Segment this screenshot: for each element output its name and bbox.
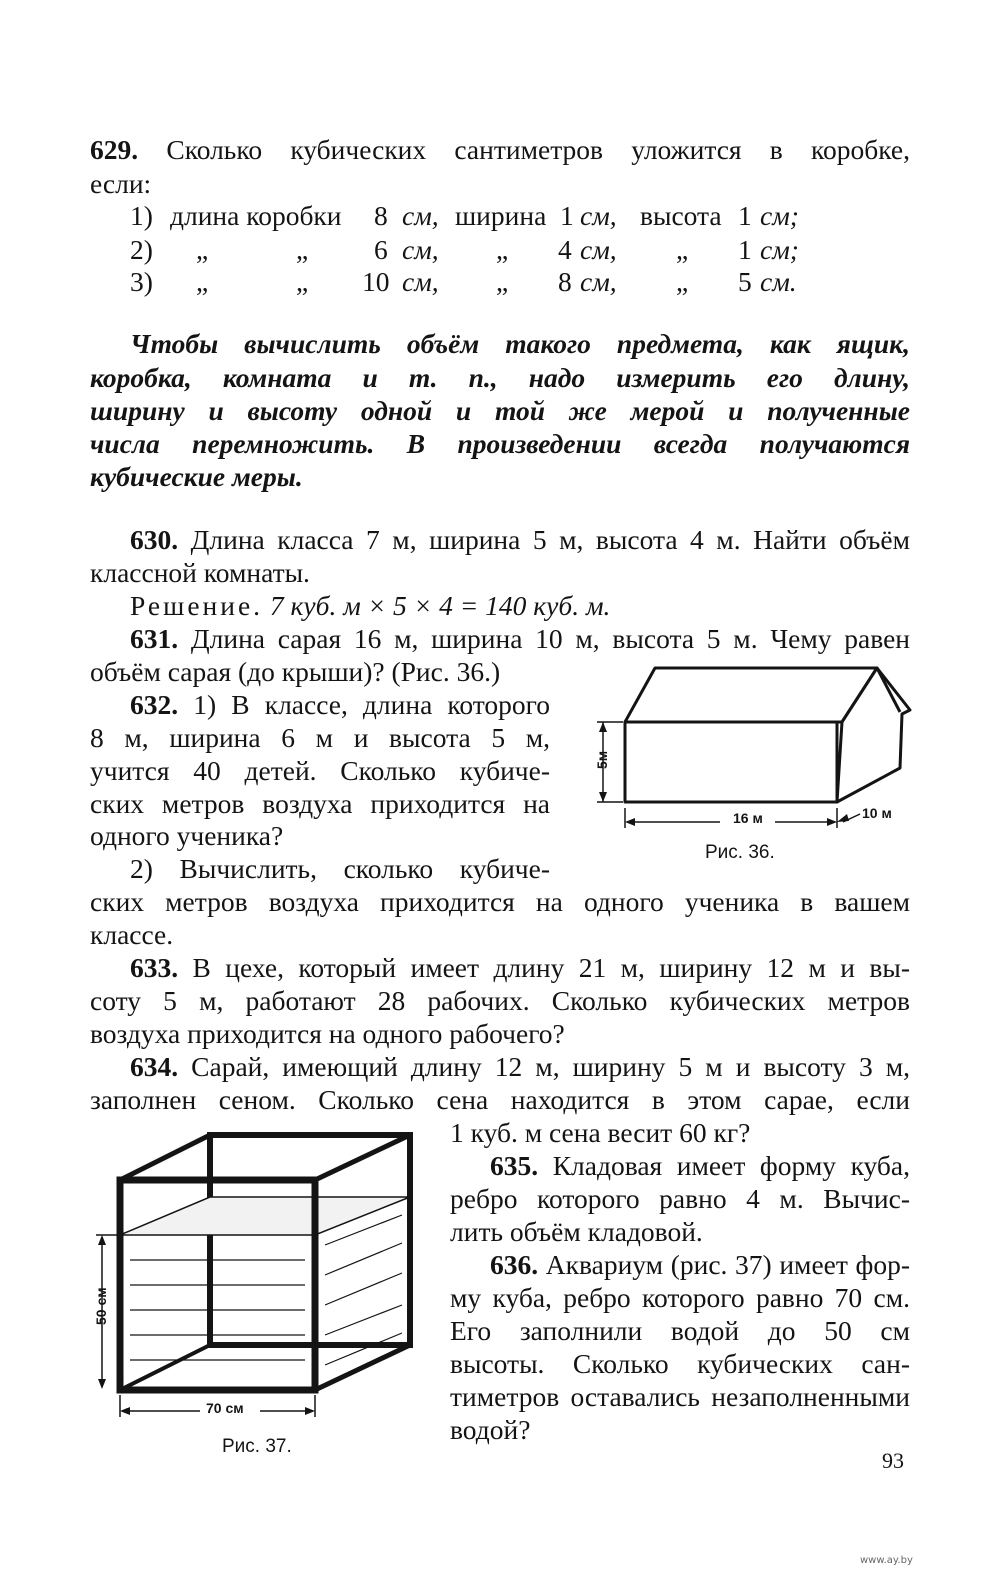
row-1-width: 1 <box>560 200 574 231</box>
problem-631-line-2: объём сарая (до крыши)? (Рис. 36.) <box>90 656 501 687</box>
problem-number: 636. <box>490 1249 539 1280</box>
problem-text: 1) В классе, длина которого <box>193 689 550 720</box>
problem-634-line: заполнен сеном. Сколько сена находится в этом сарае, если <box>90 1084 910 1115</box>
row-1-height-unit: см; <box>760 200 799 231</box>
row-3-length-unit: см, <box>402 266 439 297</box>
problem-635-line-1 <box>490 1150 910 1182</box>
watermark: www.ay.by <box>860 1555 913 1566</box>
problem-number: 630. <box>130 524 179 555</box>
problem-632-line: классе. <box>90 919 174 950</box>
fig36-caption: Рис. 36. <box>705 842 775 863</box>
problem-text: Кладовая имеет форму куба, <box>552 1150 911 1181</box>
fig36-length-label: 16 м <box>733 810 763 826</box>
fig36-height-label: 5м <box>594 750 610 769</box>
row-2-length: 6 <box>374 234 388 265</box>
row-1-width-label: ширина <box>455 200 547 231</box>
problem-636-line: водой? <box>450 1414 531 1445</box>
row-1-height: 1 <box>738 200 752 231</box>
problem-number: 633. <box>130 952 179 983</box>
row-3-height-unit: см. <box>760 266 797 297</box>
problem-text: Длина класса 7 м, ширина 5 м, высота 4 м. Найти объём <box>190 524 910 555</box>
row-3-height: 5 <box>738 266 752 297</box>
rule-line: коробка, комната и т. п., надо измерить его длину, <box>90 362 910 393</box>
row-3-length: 10 <box>362 266 390 297</box>
problem-636-line: тиметров оставались незаполненными <box>450 1381 910 1412</box>
row-1-label: длина коробки <box>170 200 342 231</box>
solution-label: Решение. <box>130 590 264 621</box>
row-2-ditto-2: „ <box>296 234 309 265</box>
problem-633-line: воздуха приходится на одного рабочего? <box>90 1018 565 1049</box>
rule-line: числа перемножить. В произведении всегда получаются <box>90 428 910 459</box>
problem-number: 631. <box>130 623 179 654</box>
problem-632-line: ских метров воздуха приходится на одного ученика в вашем <box>90 886 910 917</box>
problem-number: 629. <box>90 134 139 165</box>
row-1-height-label: высота <box>640 200 722 231</box>
row-1-length-unit: см, <box>402 200 439 231</box>
row-3-ditto-3: „ <box>496 266 509 297</box>
rule-line: кубические меры. <box>90 461 303 492</box>
problem-text: Сарай, имеющий длину 12 м, ширину 5 м и высоту 3 м, <box>191 1051 911 1082</box>
fig36-width-label: 10 м <box>862 805 892 821</box>
problem-635-line: ребро которого равно 4 м. Вычис- <box>450 1183 910 1214</box>
problem-632-line-1 <box>130 689 550 721</box>
row-2-width-unit: см, <box>580 234 617 265</box>
problem-text: В цехе, который имеет длину 21 м, ширину 12 м и вы- <box>192 952 910 983</box>
row-2-length-unit: см, <box>402 234 439 265</box>
row-3-ditto-4: „ <box>676 266 689 297</box>
problem-636-line: му куба, ребро которого равно 70 см. <box>450 1282 910 1313</box>
row-2-ditto-1: „ <box>196 234 209 265</box>
fig37-height-label: 50 см <box>93 1287 109 1325</box>
problem-636-line: Его заполнили водой до 50 см <box>450 1315 910 1346</box>
row-2-idx: 2) <box>130 234 153 265</box>
problem-633-line-1 <box>130 952 910 984</box>
row-1-width-unit: см, <box>580 200 617 231</box>
problem-632-line: 8 м, ширина 6 м и высота 5 м, <box>90 722 550 753</box>
fig37-caption: Рис. 37. <box>222 1436 292 1457</box>
problem-636-line: высоты. Сколько кубических сан- <box>450 1348 910 1379</box>
row-3-idx: 3) <box>130 266 153 297</box>
rule-line: Чтобы вычислить объём такого предмета, как ящик, <box>130 328 910 359</box>
row-2-width: 4 <box>558 234 572 265</box>
problem-number: 632. <box>130 689 179 720</box>
problem-number: 635. <box>490 1150 539 1181</box>
problem-633-line: соту 5 м, работают 28 рабочих. Сколько кубических метров <box>90 985 910 1016</box>
row-1-idx: 1) <box>130 200 153 231</box>
figure-36-barn <box>575 650 920 870</box>
problem-number: 634. <box>130 1051 179 1082</box>
solution-text: 7 куб. м × 5 × 4 = 140 куб. м. <box>269 590 611 621</box>
problem-634-line: 1 куб. м сена весит 60 кг? <box>450 1117 751 1148</box>
problem-text: Аквариум (рис. 37) имеет фор- <box>545 1249 910 1280</box>
problem-632-line: учится 40 детей. Сколько кубиче- <box>90 755 550 786</box>
row-2-height-unit: см; <box>760 234 799 265</box>
figure-37-aquarium <box>90 1125 430 1415</box>
problem-632-line: одного ученика? <box>90 820 284 851</box>
row-2-ditto-3: „ <box>496 234 509 265</box>
row-2-ditto-4: „ <box>676 234 689 265</box>
problem-632-line: ских метров воздуха приходится на <box>90 788 550 819</box>
problem-632-line: 2) Вычислить, сколько кубиче- <box>130 853 550 884</box>
row-3-width-unit: см, <box>580 266 617 297</box>
row-1-length: 8 <box>374 200 388 231</box>
problem-629-line-2: если: <box>90 168 152 199</box>
problem-635-line: лить объём кладовой. <box>450 1216 703 1247</box>
problem-text: Длина сарая 16 м, ширина 10 м, высота 5 м. Чему равен <box>190 623 910 654</box>
problem-630-line-1 <box>130 524 910 556</box>
problem-634-line-1 <box>130 1051 910 1083</box>
problem-629-line-1 <box>90 134 910 166</box>
page-number: 93 <box>882 1448 904 1473</box>
row-3-ditto-2: „ <box>296 266 309 297</box>
solution-line <box>130 590 950 622</box>
problem-text: Сколько кубических сантиметров уложится в коробке, <box>166 134 911 165</box>
fig37-width-label: 70 см <box>206 1400 244 1416</box>
row-3-ditto-1: „ <box>196 266 209 297</box>
rule-line: ширину и высоту одной и той же мерой и полученные <box>90 395 910 426</box>
row-2-height: 1 <box>738 234 752 265</box>
row-3-width: 8 <box>558 266 572 297</box>
problem-636-line-1 <box>490 1249 910 1281</box>
problem-630-line-2: классной комнаты. <box>90 557 310 588</box>
